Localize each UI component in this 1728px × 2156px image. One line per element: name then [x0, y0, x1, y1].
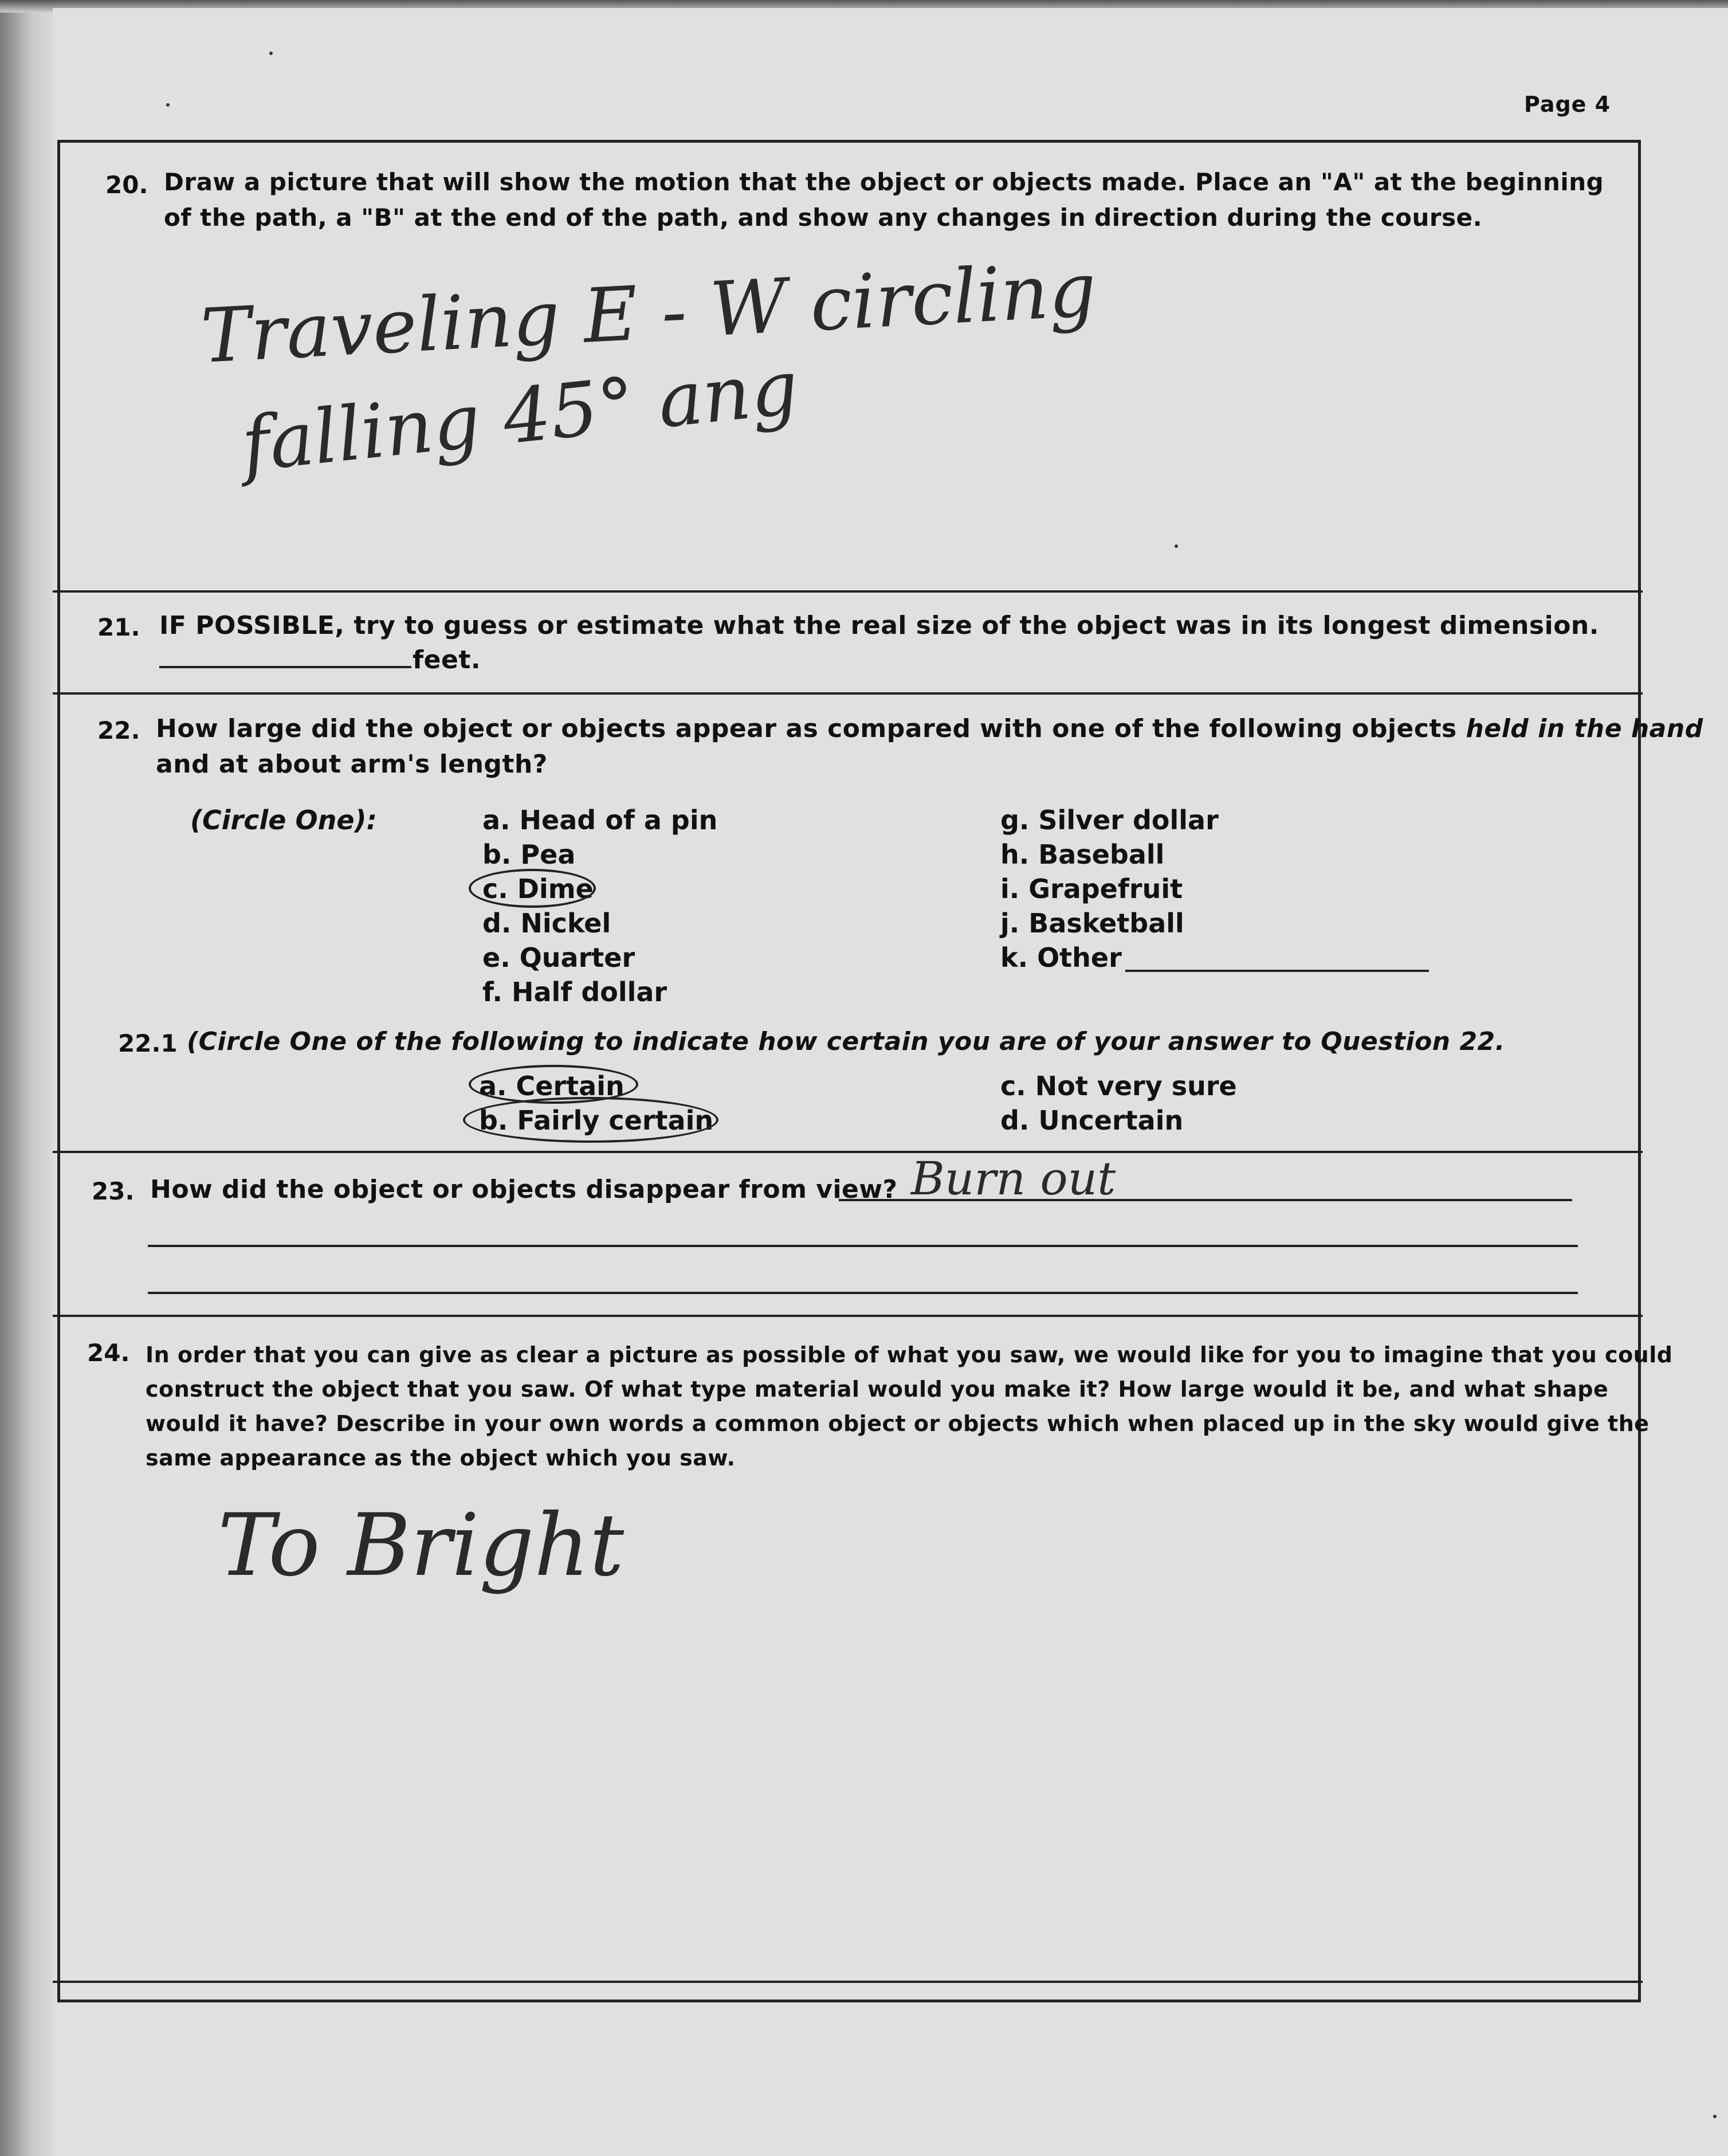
option-baseball[interactable]: h. Baseball [1000, 839, 1165, 870]
question-20-line2: of the path, a "B" at the end of the path, and show any changes in direction during the course. [164, 203, 1483, 232]
question-22-line2: and at about arm's length? [156, 750, 548, 779]
divider-21-22 [53, 692, 1643, 695]
option-uncertain[interactable]: d. Uncertain [1000, 1105, 1184, 1136]
option-head-of-pin[interactable]: a. Head of a pin [482, 805, 718, 836]
question-22-1-number: 22.1 [118, 1029, 178, 1057]
question-22-number: 22. [97, 716, 140, 744]
question-22-instruction: (Circle One): [190, 805, 377, 836]
option-nickel[interactable]: d. Nickel [482, 908, 611, 939]
option-grapefruit[interactable]: i. Grapefruit [1000, 873, 1183, 904]
question-20-handwritten-line1: Traveling E - W circling [199, 246, 1098, 380]
option-not-very-sure[interactable]: c. Not very sure [1000, 1071, 1237, 1101]
scan-speck [1175, 544, 1178, 548]
disappear-answer-line3[interactable] [148, 1292, 1578, 1294]
scan-edge-left [0, 0, 53, 2156]
question-20-line1: Draw a picture that will show the motion that the object or objects made. Place an "A" at the beginning [164, 168, 1604, 196]
option-basketball[interactable]: j. Basketball [1000, 908, 1184, 939]
page-number: Page 4 [1524, 92, 1611, 117]
question-23-handwritten-answer: Burn out [911, 1152, 1116, 1205]
divider-22-23 [53, 1151, 1643, 1153]
question-24-line4: same appearance as the object which you saw. [146, 1445, 736, 1471]
question-22-line1-text: How large did the object or objects appear as compared with one of the following objects [156, 714, 1457, 743]
question-22-line1 [156, 712, 1703, 746]
size-estimate-blank [159, 666, 411, 668]
question-22-1-text: (Circle One of the following to indicate how certain you are of your answer to Question 22. [187, 1027, 1505, 1056]
dime-circle-mark [469, 869, 596, 908]
disappear-answer-line2[interactable] [148, 1245, 1578, 1247]
question-20-handwritten-line2: falling 45° ang [237, 343, 803, 489]
option-pea[interactable]: b. Pea [482, 839, 576, 870]
question-21-unit: feet. [413, 645, 481, 675]
option-other[interactable]: k. Other [1000, 942, 1122, 973]
option-fairly-certain[interactable]: b. Fairly certain [479, 1105, 714, 1136]
question-22-emphasis: held in the hand [1466, 714, 1703, 743]
question-23-number: 23. [92, 1177, 135, 1205]
question-24-line2: construct the object that you saw. Of what type material would you make it? How large would it be, and what shape [146, 1377, 1609, 1402]
question-23-text: How did the object or objects disappear from view? [150, 1175, 898, 1204]
option-quarter[interactable]: e. Quarter [482, 942, 635, 973]
option-certain[interactable]: a. Certain [479, 1071, 625, 1101]
scan-speck [269, 52, 273, 55]
question-20-number: 20. [105, 171, 148, 199]
divider-bottom [53, 1981, 1643, 1983]
question-24-line3: would it have? Describe in your own words a common object or objects which when placed up in the sky would give the [146, 1411, 1650, 1436]
option-dime[interactable]: c. Dime [482, 873, 594, 904]
other-size-blank[interactable] [1125, 970, 1429, 972]
scan-speck [1713, 2115, 1717, 2118]
question-24-number: 24. [87, 1339, 130, 1367]
option-half-dollar[interactable]: f. Half dollar [482, 977, 667, 1008]
question-21-text: IF POSSIBLE, try to guess or estimate what the real size of the object was in its longest dimension. [159, 611, 1599, 640]
option-silver-dollar[interactable]: g. Silver dollar [1000, 805, 1219, 836]
scan-speck [166, 103, 170, 107]
question-21-number: 21. [97, 613, 140, 641]
divider-20-21 [53, 590, 1643, 593]
question-24-handwritten-answer: To Bright [218, 1496, 625, 1596]
question-24-line1: In order that you can give as clear a picture as possible of what you saw, we would like for you to imagine that you could [146, 1342, 1673, 1367]
divider-23-24 [53, 1315, 1643, 1317]
fairly-certain-circle-mark [463, 1097, 718, 1143]
